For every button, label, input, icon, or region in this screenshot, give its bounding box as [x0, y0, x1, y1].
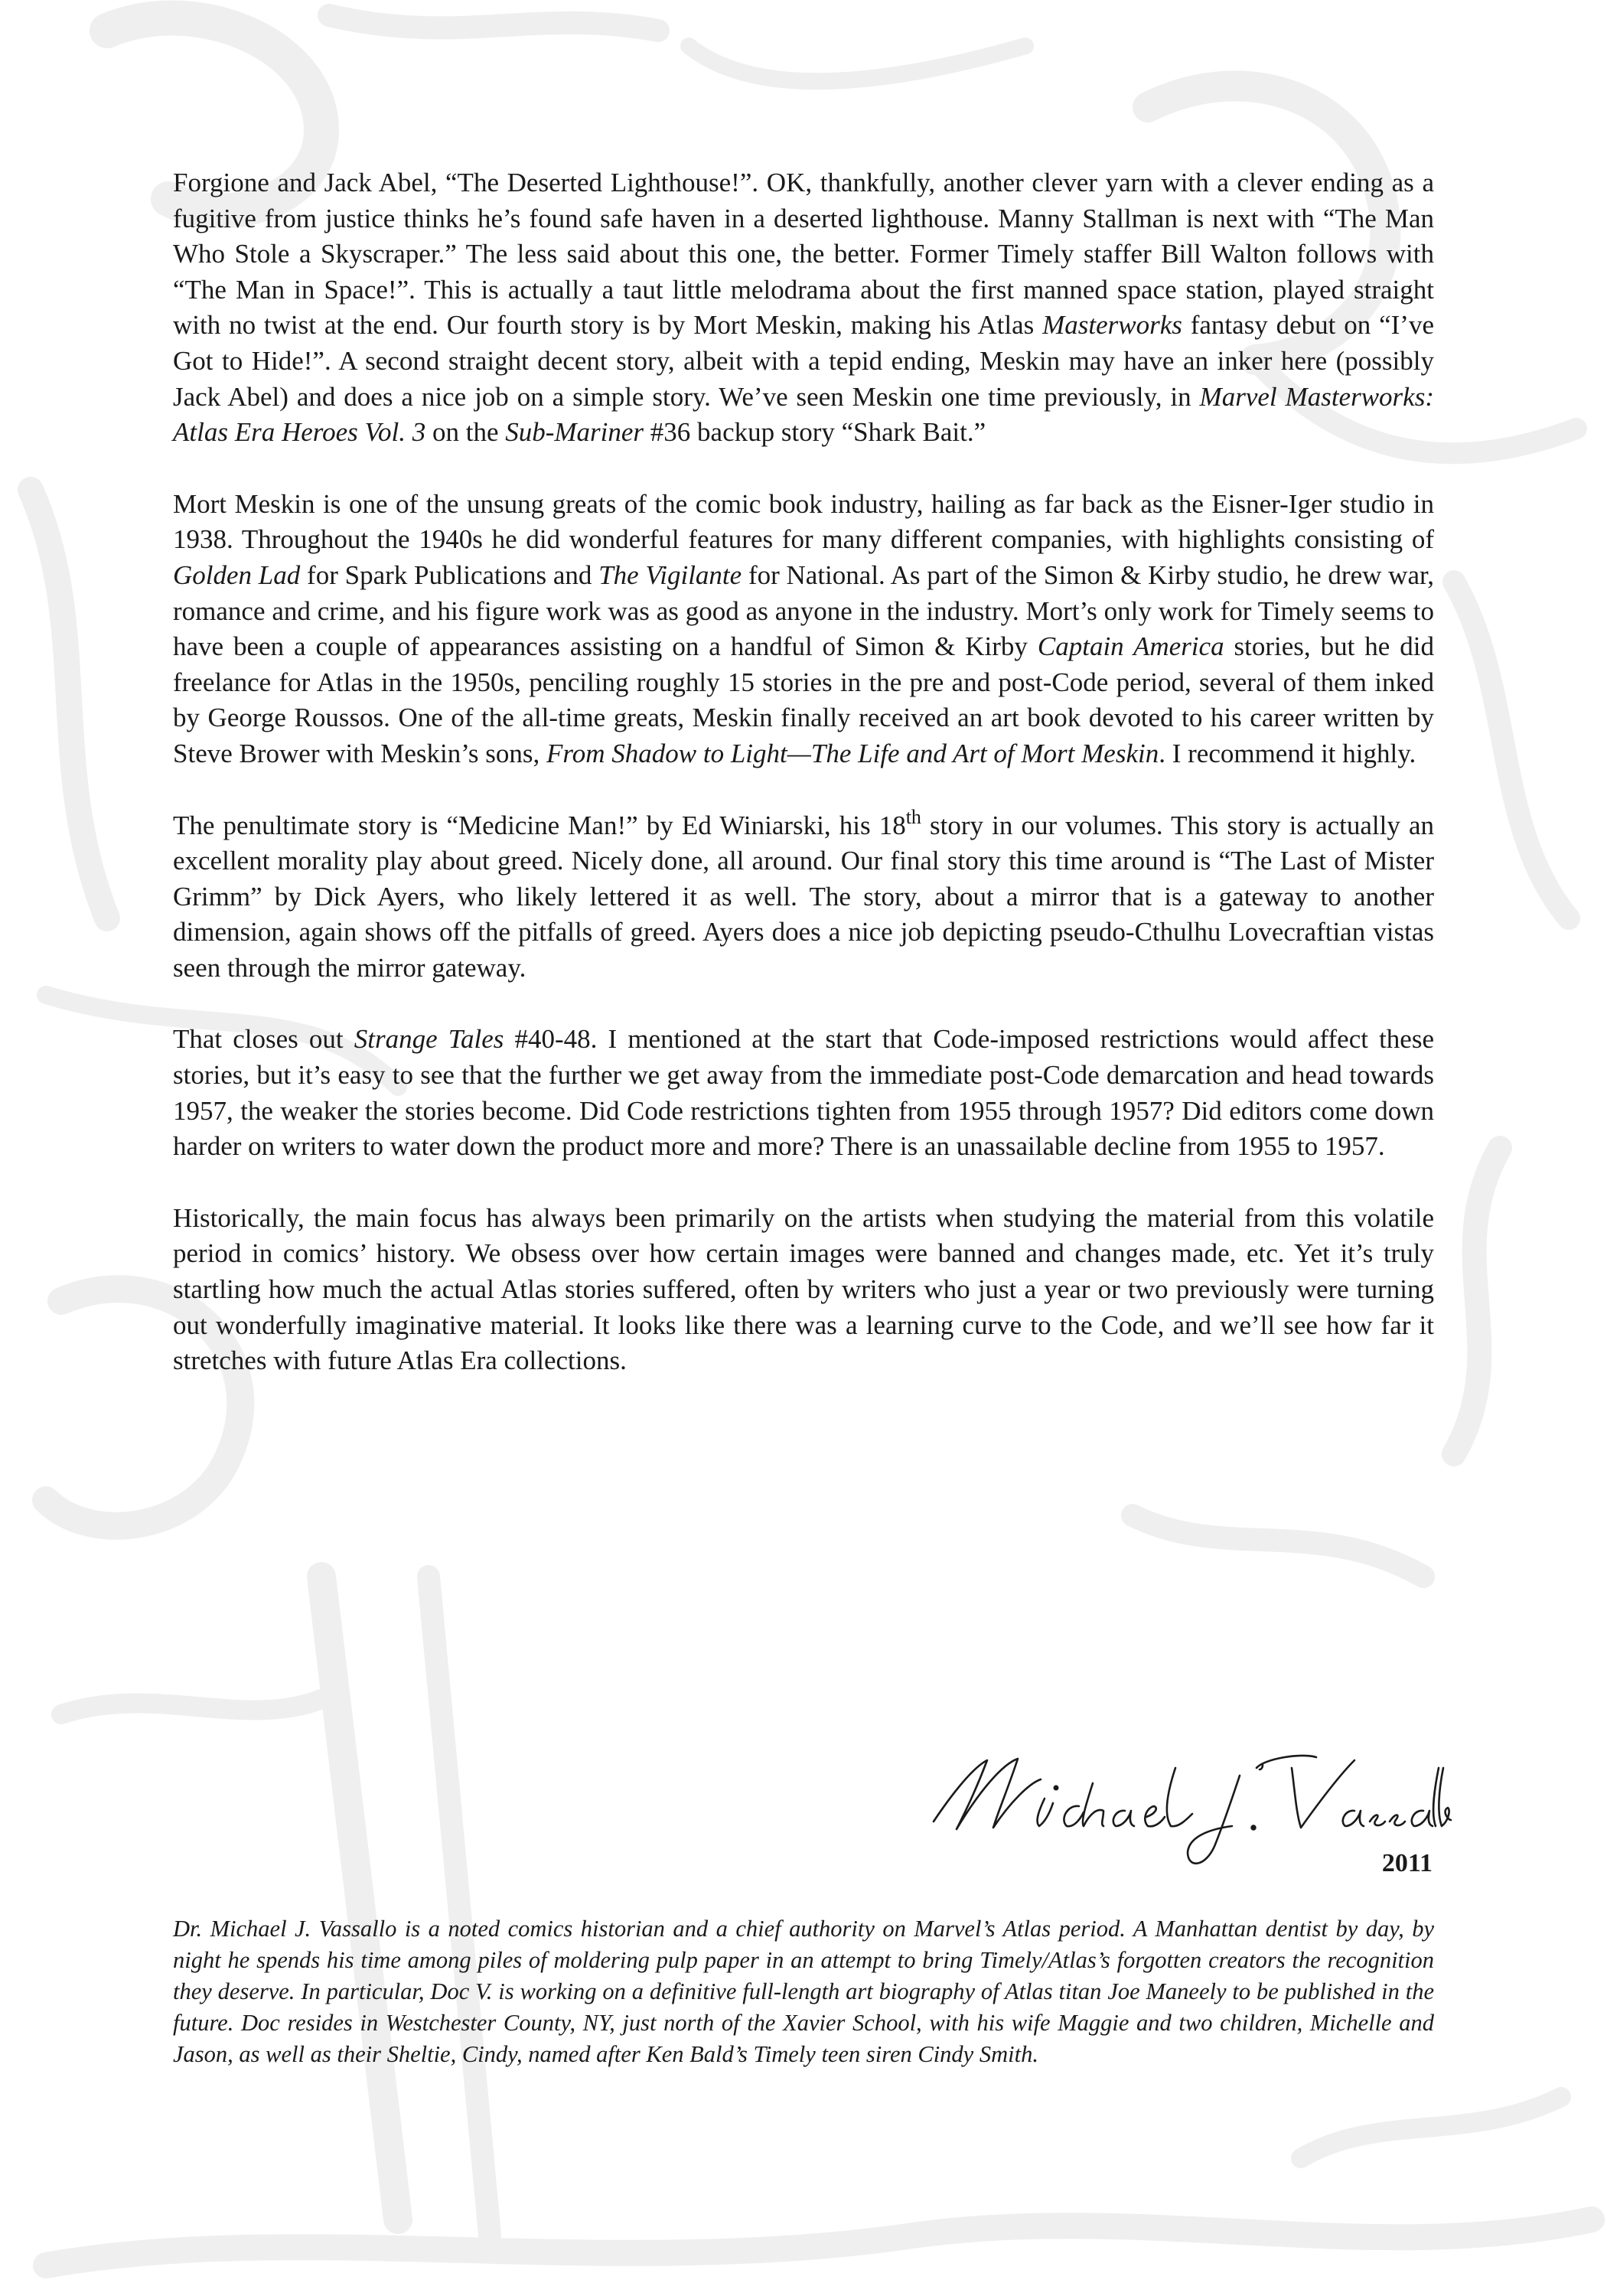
signature-year: 2011: [1381, 1849, 1433, 1877]
author-signature: [903, 1737, 1454, 1875]
paragraph-1: Forgione and Jack Abel, “The Deserted Lighthouse!”. OK, thankfully, another clever yarn with a clever ending as a fugitive from justice thinks he’s found safe haven in a deserted lighthouse. Manny Stallman is next with “The Man Who Stole a Skyscraper.” The less said about this one, the better. Former Timely staffer Bill Walton follows with “The Man in Space!”. This is actually a taut little melodrama about the first manned space station, played straight with no twist at the end. Our fourth story is by Mort Meskin, making his Atlas Masterworks fantasy debut on “I’ve Got to Hide!”. A second straight decent story, albeit with a tepid ending, Meskin may have an inker here (possibly Jack Abel) and does a nice job on a simple story. We’ve seen Meskin one time previously, in Marvel Masterworks: Atlas Era Heroes Vol. 3 on the Sub-Mariner #36 backup story “Shark Bait.”: [173, 168, 1434, 448]
article-body: [173, 165, 1434, 1415]
paragraph-3: The penultimate story is “Medicine Man!” by Ed Winiarski, his 18th story in our volumes. This story is actually an excellent morality play about greed. Nicely done, all around. Our final story this time around is “The Last of Mister Grimm” by Dick Ayers, who likely lettered it as well. The story, about a mirror that is a gateway to another dimension, again shows off the pitfalls of greed. Ayers does a nice job depicting pseudo-Cthulhu Lovecraftian vistas seen through the mirror gateway.: [173, 805, 1434, 983]
paragraph-2: Mort Meskin is one of the unsung greats of the comic book industry, hailing as far back as the Eisner-Iger studio in 1938. Throughout the 1940s he did wonderful features for many different companies, with highlights consisting of Golden Lad for Spark Publications and The Vigilante for National. As part of the Simon & Kirby studio, he drew war, romance and crime, and his figure work was as good as anyone in the industry. Mort’s only work for Timely seems to have been a couple of appearances assisting on a handful of Simon & Kirby Captain America stories, but he did freelance for Atlas in the 1950s, penciling roughly 15 stories in the pre and post-Code period, several of them inked by George Roussos. One of the all-time greats, Meskin finally received an art book devoted to his career written by Steve Brower with Meskin’s sons, From Shadow to Light—The Life and Art of Mort Meskin. I recommend it highly.: [173, 488, 1434, 768]
paragraph-5: Historically, the main focus has always been primarily on the artists when studying the material from this volatile period in comics’ history. We obsess over how certain images were banned and changes made, etc. Yet it’s truly startling how much the actual Atlas stories suffered, often by writers who just a year or two previously were turning out wonderfully imaginative material. It looks like there was a learning curve to the Code, and we’ll see how far it stretches with future Atlas Era collections.: [173, 1202, 1434, 1376]
paragraph-4: That closes out Strange Tales #40-48. I mentioned at the start that Code-imposed restrictions would affect these stories, but it’s easy to see that the further we get away from the immediate post-Code demarcation and head towards 1957, the weaker the stories become. Did Code restrictions tighten from 1955 through 1957? Did editors come down harder on writers to water down the product more and more? There is an unassailable decline from 1955 to 1957.: [173, 1024, 1434, 1162]
author-bio: Dr. Michael J. Vassallo is a noted comics historian and a chief authority on Marvel’s Atlas period. A Manhattan dentist by day, by night he spends his time among piles of moldering pulp paper in an attempt to bring Timely/Atlas’s forgotten creators the recognition they deserve. In particular, Doc V. is working on a definitive full-length art biography of Atlas titan Joe Maneely to be published in the future. Doc resides in Westchester County, NY, just north of the Xavier School, with his wife Maggie and two children, Michelle and Jason, as well as their Sheltie, Cindy, named after Ken Bald’s Timely teen siren Cindy Smith.: [173, 1916, 1434, 2067]
